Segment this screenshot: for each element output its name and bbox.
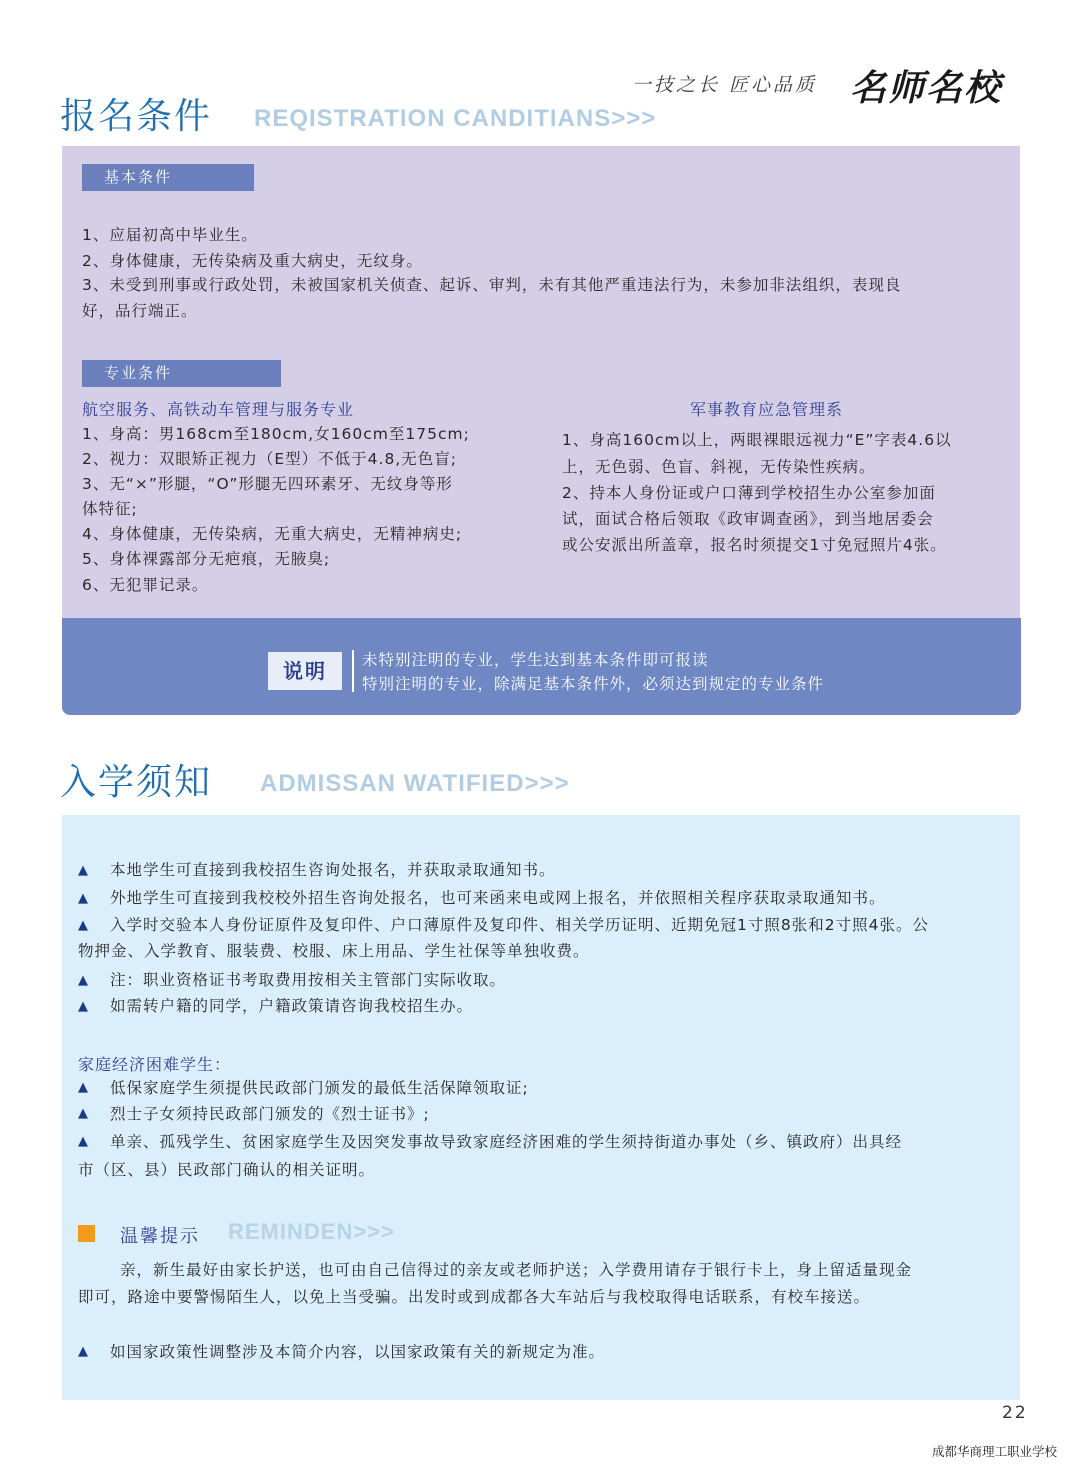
triangle-bullet-icon: ▲ — [78, 999, 88, 1014]
aviation-item-3: 3、无“×”形腿，“O”形腿无四环素牙、无纹身等形 — [82, 475, 453, 493]
triangle-bullet-icon: ▲ — [78, 1134, 88, 1149]
basic-item-3-cont: 好，品行端正。 — [82, 302, 198, 320]
aviation-item-6: 6、无犯罪记录。 — [82, 576, 209, 594]
notice-item-3-cont: 物押金、入学教育、服装费、校服、床上用品、学生社保等单独收费。 — [78, 942, 590, 960]
triangle-bullet-icon: ▲ — [78, 1344, 88, 1359]
hardship-item-2: 烈士子女须持民政部门颁发的《烈士证书》; — [110, 1105, 430, 1123]
tip-title: 温馨提示 — [120, 1226, 200, 1247]
school-name: 成都华商理工职业学校 — [932, 1444, 1058, 1459]
major-conditions-label: 专业条件 — [82, 360, 281, 387]
tip-line-2: 即可，路途中要警惕陌生人，以免上当受骗。出发时或到成都各大车站后与我校取得电话联系，有校车接送。 — [78, 1288, 871, 1306]
page-number: 22 — [1002, 1403, 1028, 1423]
section1-title: 报名条件 — [60, 96, 213, 137]
notice-item-5: 如需转户籍的同学，户籍政策请咨询我校招生办。 — [110, 997, 474, 1015]
note-divider — [352, 650, 354, 692]
triangle-bullet-icon: ▲ — [78, 1106, 88, 1121]
hardship-item-1: 低保家庭学生须提供民政部门颁发的最低生活保障领取证; — [110, 1079, 529, 1097]
military-major-heading: 军事教育应急管理系 — [690, 400, 844, 419]
notice-item-1: 本地学生可直接到我校招生咨询处报名，并获取录取通知书。 — [110, 861, 556, 879]
triangle-bullet-icon: ▲ — [78, 1080, 88, 1095]
military-item-1: 1、身高160cm以上，两眼裸眼远视力“E”字表4.6以 — [562, 431, 952, 449]
notice-item-3: 入学时交验本人身份证原件及复印件、户口薄原件及复印件、相关学历证明、近期免冠1寸照8张和2寸照4张。公 — [110, 916, 929, 934]
note-line-1: 未特别注明的专业，学生达到基本条件即可报读 — [362, 651, 709, 669]
section1-subtitle: REQISTRATION CANDITIANS>>> — [254, 105, 657, 132]
triangle-bullet-icon: ▲ — [78, 891, 88, 906]
notice-item-2: 外地学生可直接到我校校外招生咨询处报名，也可来函来电或网上报名，并依照相关程序获取录取通知书。 — [110, 889, 886, 907]
section2-subtitle: ADMISSAN WATIFIED>>> — [260, 770, 570, 797]
triangle-bullet-icon: ▲ — [78, 973, 88, 988]
hardship-item-3: 单亲、孤残学生、贫困家庭学生及因突发事故导致家庭经济困难的学生须持街道办事处（乡、镇政府）出具经 — [110, 1133, 903, 1151]
tip-line-1: 亲，新生最好由家长护送，也可由自己信得过的亲友或老师护送；入学费用请存于银行卡上，身上留适量现金 — [120, 1261, 913, 1279]
orange-square-icon — [78, 1225, 95, 1242]
hardship-item-3-cont: 市（区、县）民政部门确认的相关证明。 — [78, 1161, 376, 1179]
basic-item-1: 1、应届初高中毕业生。 — [82, 226, 258, 244]
aviation-item-5: 5、身体裸露部分无疤痕，无腋臭; — [82, 550, 331, 568]
aviation-item-1: 1、身高：男168cm至180cm,女160cm至175cm; — [82, 425, 470, 443]
basic-item-3: 3、未受到刑事或行政处罚，未被国家机关侦查、起诉、审判，未有其他严重违法行为，未参加非法组织，表现良 — [82, 276, 902, 294]
basic-item-2: 2、身体健康，无传染病及重大病史，无纹身。 — [82, 252, 423, 270]
section2-title: 入学须知 — [60, 762, 213, 803]
aviation-item-4: 4、身体健康，无传染病，无重大病史，无精神病史; — [82, 525, 463, 543]
tip-subtitle: REMINDEN>>> — [228, 1219, 395, 1244]
military-item-2: 2、持本人身份证或户口薄到学校招生办公室参加面 — [562, 484, 936, 502]
aviation-item-2: 2、视力：双眼矫正视力（E型）不低于4.8,无色盲; — [82, 450, 457, 468]
triangle-bullet-icon: ▲ — [78, 918, 88, 933]
military-item-2-cont1: 试，面试合格后领取《政审调查函》，到当地居委会 — [562, 510, 934, 528]
triangle-bullet-icon: ▲ — [78, 863, 88, 878]
military-item-2-cont2: 或公安派出所盖章，报名时须提交1寸免冠照片4张。 — [562, 536, 947, 554]
note-line-2: 特别注明的专业，除满足基本条件外，必须达到规定的专业条件 — [362, 675, 825, 693]
hardship-heading: 家庭经济困难学生： — [78, 1055, 232, 1074]
note-label: 说明 — [268, 652, 342, 690]
header-slogan-calligraphy: 名师名校 — [850, 67, 1003, 109]
aviation-item-3-cont: 体特征; — [82, 500, 138, 518]
basic-conditions-label: 基本条件 — [82, 164, 254, 191]
aviation-major-heading: 航空服务、高铁动车管理与服务专业 — [82, 400, 355, 419]
header-slogan: 一技之长 匠心品质 — [632, 74, 818, 96]
military-item-1-cont: 上，无色弱、色盲、斜视，无传染性疾病。 — [562, 458, 876, 476]
policy-note: 如国家政策性调整涉及本简介内容，以国家政策有关的新规定为准。 — [110, 1343, 606, 1361]
notice-item-4: 注：职业资格证书考取费用按相关主管部门实际收取。 — [110, 971, 507, 989]
